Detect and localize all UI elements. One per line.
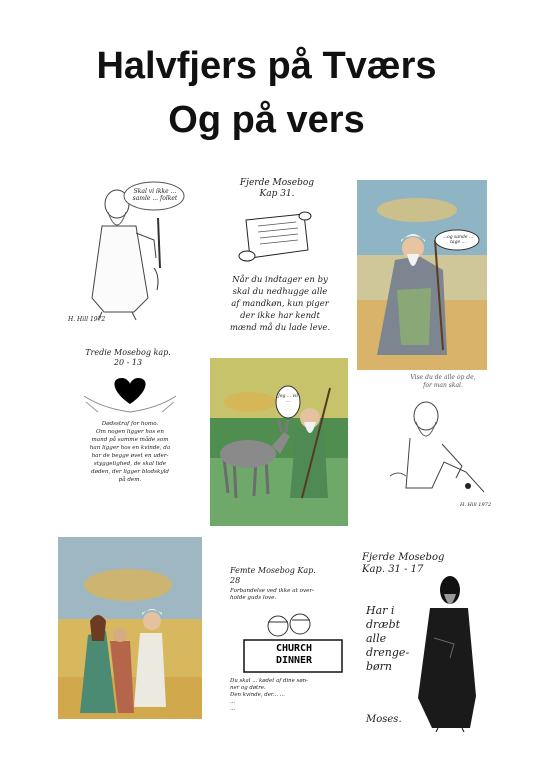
donkey-painting <box>210 358 348 526</box>
sitting-sketch-caption: Vise du de alle op de, for man skal. <box>410 374 476 389</box>
sitting-sketch-signature: H. Hill 1972 <box>460 502 492 508</box>
panel-painting-old-man <box>357 180 487 370</box>
panel-painting-figures <box>58 537 202 719</box>
panel-moses-sketch <box>62 178 190 326</box>
panel-painting-donkey <box>210 358 348 526</box>
panel-scroll-verse <box>210 176 344 336</box>
sketch-speech-text: Skal vi ikke ... samle ... folket <box>132 188 178 202</box>
panel-dark-moses <box>362 552 486 732</box>
panel-church-dinner <box>230 566 352 718</box>
donkey-speech-text: Jeg ... vil ... <box>278 394 298 404</box>
panel-heart-caption <box>62 346 194 486</box>
church-heading: Femte Mosebog Kap. 28 <box>230 566 316 585</box>
heart-caption-text: Dødsstraf for homo. Om nogen ligger hos en mand på samme måde som han ligger hos en kvinde, da har de begge øvet en uder- styggelighed, de skal lide døden, der ligger blodskyld på dem. <box>89 421 171 483</box>
heart-heading: Tredie Mosebog kap. 20 - 13 <box>85 348 171 367</box>
painting-speech-text: ...og sande ... tage ... <box>442 235 474 245</box>
title-line-2: Og på vers <box>168 99 365 141</box>
church-caption-text: Du skal ... kødet af dine søn- ner og døtre. Den kvinde, der... ... ... ... <box>230 678 308 712</box>
dark-moses-verse: Har i dræbt alle drenge- børn <box>366 604 410 673</box>
church-subheading: Forbandelse ved ikke at over- holde guds love. <box>230 588 315 601</box>
panel-sitting-sketch <box>386 374 496 514</box>
figures-painting <box>58 537 202 719</box>
scroll-heading: Fjerde Mosebog Kap 31. <box>239 178 315 199</box>
dark-moses-figure <box>414 568 480 732</box>
sitting-man-drawing <box>386 392 496 504</box>
scroll-verse-text: Når du indtager en by skal du nedhugge alle af mandkøn, kun piger der ikke har kendt mænd må du lade leve. <box>229 275 331 333</box>
sketch-signature: H. Hill 1972 <box>68 316 106 323</box>
old-man-painting <box>357 180 487 370</box>
title-line-1: Halvfjers på Tværs <box>96 45 437 87</box>
dark-moses-signature: Moses. <box>366 714 402 725</box>
church-dinner-sign-text: CHURCH DINNER <box>275 643 313 666</box>
scroll-icon <box>236 210 314 264</box>
heart-in-hands-icon <box>82 372 178 416</box>
dark-moses-heading: Fjerde Mosebog Kap. 31 - 17 <box>362 552 445 575</box>
